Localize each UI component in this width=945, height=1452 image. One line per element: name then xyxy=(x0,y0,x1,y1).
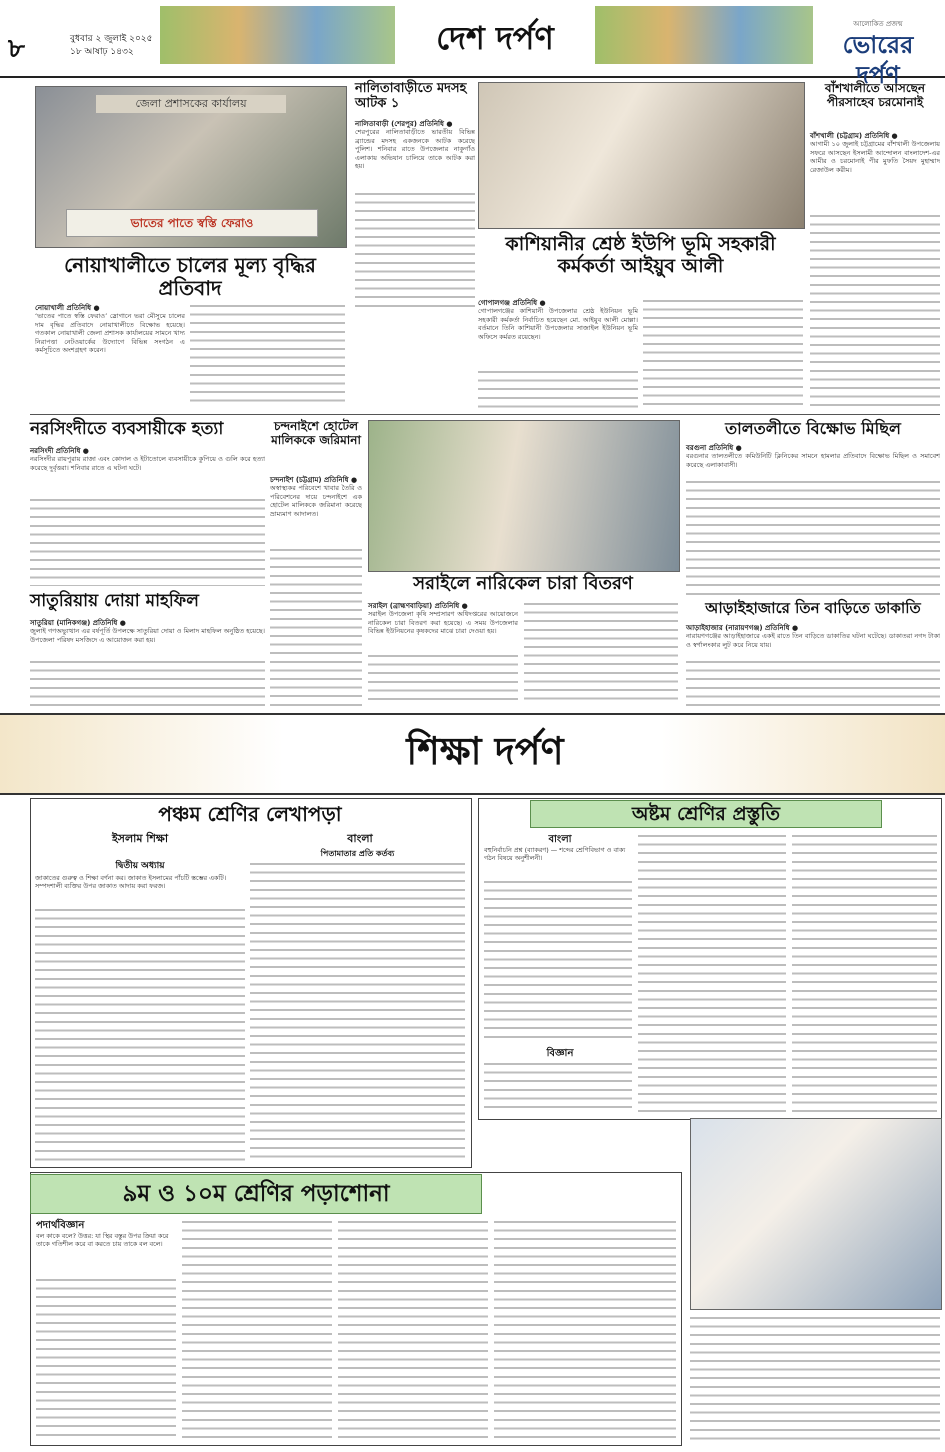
taltoli-body-cont xyxy=(686,478,940,596)
class8-body-cont1 xyxy=(484,878,632,1042)
chandnaish-headline: চন্দনাইশে হোটেল মালিককে জরিমানা xyxy=(271,419,361,447)
class9-10-body-cont4 xyxy=(494,1218,676,1440)
class9-10-body-cont3 xyxy=(338,1218,488,1440)
kashiani-headline: কাশিয়ানীর শ্রেষ্ঠ ইউপি ভূমি সহকারী কর্মকর্তা আইয়ুব আলী xyxy=(505,233,776,277)
sarail-headline: সরাইলে নারিকেল চারা বিতরণ xyxy=(413,573,633,594)
taltoli-body: বরগুনার তালতলীতে কমিউনিটি ক্লিনিকের সামনে হামলার প্রতিবাদে বিক্ষোভ মিছিল ও সমাবেশ করেছে এলাকাবাসী। xyxy=(686,452,940,469)
araihazar-headline: আড়াইহাজারে তিন বাড়িতে ডাকাতি xyxy=(705,599,921,617)
nalitabari-byline: নালিতাবাড়ী (শেরপুর) প্রতিনিধি ● xyxy=(355,120,453,128)
class8-subject1: বাংলা xyxy=(548,834,572,845)
class8-body-cont2 xyxy=(638,832,786,1112)
noakhali-byline: নোয়াখালী প্রতিনিধি ● xyxy=(35,304,100,312)
class8-body: বহুনির্বাচনি প্রশ্ন (ব্যাকরণ) — শব্দের শ্রেণিবিভাগ ও বাক্য গঠন বিষয়ে অনুশীলনী। xyxy=(484,846,626,863)
narsingdi-body-cont xyxy=(30,496,265,586)
banshkhali-body-cont xyxy=(810,212,940,410)
araihazar-byline: আড়াইহাজার (নারায়ণগঞ্জ) প্রতিনিধি ● xyxy=(686,624,799,632)
chandnaish-body-cont xyxy=(270,546,362,706)
class5-topic: পিতামাতার প্রতি কর্তব্য xyxy=(320,849,395,858)
date-gregorian: বুধবার ২ জুলাই ২০২৫ xyxy=(70,34,153,44)
class5-body-cont1 xyxy=(35,906,245,1161)
chandnaish-byline: চন্দনাইশ (চট্টগ্রাম) প্রতিনিধি ● xyxy=(270,476,358,484)
noakhali-photo xyxy=(35,86,347,248)
noakhali-headline: নোয়াখালীতে চালের মূল্য বৃদ্ধির প্রতিবাদ xyxy=(64,253,316,300)
class8-title: অষ্টম শ্রেণির প্রস্তুতি xyxy=(530,800,882,828)
satkhira-byline: সাতুরিয়া (মানিকগঞ্জ) প্রতিনিধি ● xyxy=(30,619,126,627)
class8-subject2: বিজ্ঞান xyxy=(546,1048,574,1059)
divider xyxy=(30,414,940,415)
students-photo xyxy=(690,1118,942,1310)
office-sign: জেলা প্রশাসকের কার্যালয় xyxy=(96,95,286,113)
kashiani-body-cont2 xyxy=(643,297,803,410)
header-photo-strip-right xyxy=(595,6,813,64)
class5-chapter: দ্বিতীয় অধ্যায় xyxy=(115,861,165,871)
class8-qa-bottom xyxy=(690,1314,940,1444)
class5-title: পঞ্চম শ্রেণির লেখাপড়া xyxy=(158,802,342,826)
class5-subject2: বাংলা xyxy=(347,832,373,845)
sarail-byline: সরাইল (ব্রাহ্মণবাড়িয়া) প্রতিনিধি ● xyxy=(368,602,468,610)
araihazar-body: নারায়ণগঞ্জের আড়াইহাজারে একই রাতে তিন বাড়িতে ডাকাতির ঘটনা ঘটেছে। ডাকাতরা নগদ টাকা ও স্বর্ণালংকার লুট করে নিয়ে যায়। xyxy=(686,632,940,649)
narsingdi-body: নরসিংদীর রায়পুরায় রাজা এবং কোদাল ও ইটাতোলে ব্যবসায়ীকে কুপিয়ে ও গুলি করে হত্যা করেছে দুর্বৃত্তরা। শনিবার রাতে এ ঘটনা ঘটে। xyxy=(30,455,265,472)
sarail-photo xyxy=(368,420,680,572)
noakhali-body: ‘ভাতের পাতে স্বস্তি ফেরাও’ স্লোগানে ভরা মৌসুমে চালের দাম বৃদ্ধির প্রতিবাদে নোয়াখালীতে বিক্ষোভ হয়েছে। গতকাল নোয়াখালী জেলা প্রশাসক কার্যালয়ের সামনে খাদ্য নিরাপত্তা নেটওয়ার্কের উদ্যোগে বিভিন্ন সংগঠন এ কর্মসূচিতে অংশগ্রহণ করেন। xyxy=(35,312,185,355)
header-photo-strip-left xyxy=(160,6,395,64)
noakhali-body-cont xyxy=(190,302,345,404)
kashiani-photo xyxy=(478,82,805,229)
banshkhali-body: আগামী ১০ জুলাই চট্টগ্রামের বাঁশখালী উপজেলায় সফরে আসছেন ইসলামী আন্দোলন বাংলাদেশ-এর আমীর ও চরমোনাই পীর মুফতি সৈয়দ মুহাম্মাদ রেজাউল করীম। xyxy=(810,140,940,174)
class9-10-body: বল কাকে বলে? উত্তর: যা স্থির বস্তুর উপর ক্রিয়া করে তাকে গতিশীল করে বা করতে চায় তাকে বল বলে। xyxy=(36,1232,169,1249)
class9-10-title: ৯ম ও ১০ম শ্রেণির পড়াশোনা xyxy=(30,1174,482,1214)
taltoli-headline: তালতলীতে বিক্ষোভ মিছিল xyxy=(725,419,901,438)
masthead xyxy=(0,0,945,89)
chandnaish-body: অস্বাস্থ্যকর পরিবেশে খাবার তৈরি ও পরিবেশনের দায়ে চন্দনাইশে এক হোটেল মালিককে জরিমানা করেছে ভ্রাম্যমাণ আদালত। xyxy=(270,484,362,518)
class8-body-cont3 xyxy=(792,832,937,1112)
class5-body-cont2 xyxy=(250,860,465,1161)
banshkhali-byline: বাঁশখালী (চট্টগ্রাম) প্রতিনিধি ● xyxy=(810,132,898,140)
taltoli-byline: বরগুনা প্রতিনিধি ● xyxy=(686,444,742,452)
satkhira-headline: সাতুরিয়ায় দোয়া মাহফিল xyxy=(30,591,199,611)
page-number: ৮ xyxy=(8,34,25,64)
nalitabari-headline: নালিতাবাড়ীতে মদসহ আটক ১ xyxy=(355,81,467,111)
nalitabari-body-cont xyxy=(355,190,475,310)
banshkhali-headline: বাঁশখালীতে আসছেন পীরসাহেব চরমোনাই xyxy=(824,81,926,109)
narsingdi-byline: নরসিংদী প্রতিনিধি ● xyxy=(30,447,89,455)
sarail-body: সরাইল উপজেলা কৃষি সম্প্রসারণ অধিদপ্তরের আয়োজনে নারিকেল চারা বিতরণ করা হয়েছে। এ সময় উপজেলার বিভিন্ন ইউনিয়নের কৃষকদের মাঝে চারা দেওয়া হয়। xyxy=(368,610,518,636)
logo-tagline: আলোকিত প্রজন্ম xyxy=(853,20,903,28)
kashiani-byline: গোপালগঞ্জ প্রতিনিধি ● xyxy=(478,299,546,307)
newspaper-logo xyxy=(818,18,938,89)
sarail-body-cont2 xyxy=(524,600,678,706)
satkhira-body-cont xyxy=(30,658,265,706)
class8-science-body xyxy=(484,1060,632,1112)
kashiani-body: গোপালগঞ্জের কাশিয়ানী উপজেলার শ্রেষ্ঠ ইউনিয়ন ভূমি সহকারী কর্মকর্তা নির্বাচিত হয়েছেন মো. আইয়ুব আলী মোল্লা। বর্তমানে তিনি কাশিয়ানী উপজেলার সাজাইল ইউনিয়ন ভূমি অফিসে কর্মরত রয়েছেন। xyxy=(478,307,638,341)
date-bangla: ১৮ আষাঢ় ১৪৩২ xyxy=(70,47,134,57)
section-title: দেশ দর্পণ xyxy=(395,10,595,66)
class9-10-body-cont1 xyxy=(36,1276,176,1440)
class9-10-subject: পদার্থবিজ্ঞান xyxy=(36,1220,85,1231)
narsingdi-headline: নরসিংদীতে ব্যবসায়ীকে হত্যা xyxy=(30,419,224,439)
logo-name: ভোরের দর্পণ xyxy=(842,30,914,89)
kashiani-body-cont1 xyxy=(478,368,638,410)
sarail-body-cont1 xyxy=(368,652,518,706)
protest-banner: ভাতের পাতে স্বস্তি ফেরাও xyxy=(66,209,318,237)
satkhira-body: জুলাই গণঅভ্যুত্থান এর বর্ষপূর্তি উপলক্ষে সাতুরিয়া দোয়া ও মিলাদ মাহফিল অনুষ্ঠিত হয়েছে। উপজেলা পরিষদ মসজিদে এ আয়োজন করা হয়। xyxy=(30,627,265,644)
class5-subject1: ইসলাম শিক্ষা xyxy=(111,832,169,845)
nalitabari-body: শেরপুরের নালিতাবাড়ীতে ভারতীয় বিভিন্ন ব্র্যান্ডের মদসহ একজনকে আটক করেছে পুলিশ। শনিবার রাতে উপজেলার নাকুগাঁও এলাকায় অভিযান চালিয়ে তাকে আটক করা হয়। xyxy=(355,128,475,171)
class5-body: জাকাতের গুরুত্ব ও শিক্ষা বর্ণনা কর। জাকাত ইসলামের পাঁচটি স্তম্ভের একটি। সম্পদশালী ব্যক্তির উপর জাকাত আদায় করা ফরজ। xyxy=(35,874,226,891)
araihazar-body-cont xyxy=(686,658,940,706)
date-box xyxy=(70,33,153,59)
class9-10-body-cont2 xyxy=(182,1218,332,1440)
education-title: শিক্ষা দর্পণ xyxy=(406,728,564,773)
